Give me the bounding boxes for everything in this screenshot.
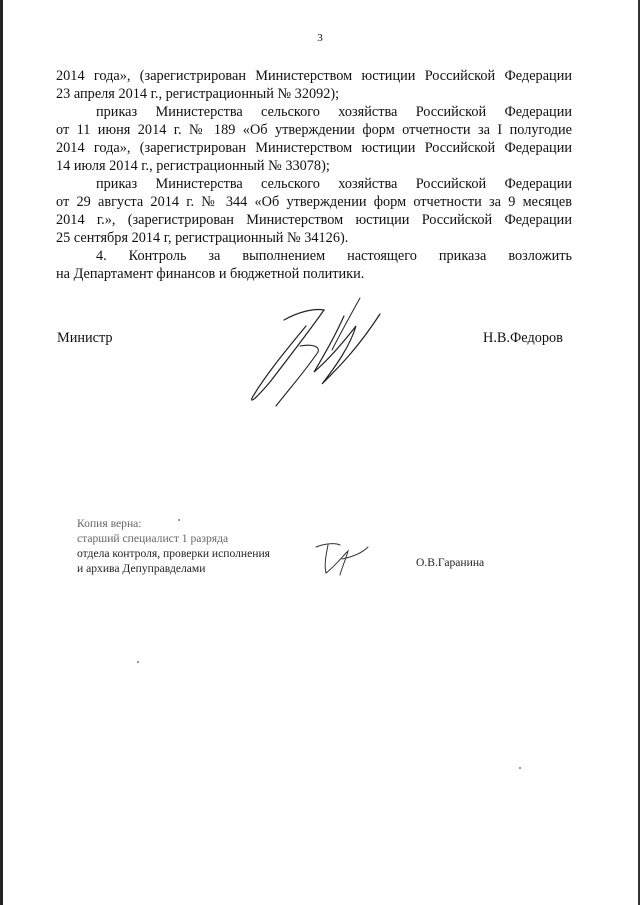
page-number: 3: [317, 32, 323, 44]
text-line: 4. Контроль за выполнением настоящего приказа возложить: [96, 248, 572, 264]
signatory-name: Н.В.Федоров: [483, 330, 563, 346]
text-line: приказ Министерства сельского хозяйства Российской Федерации: [96, 104, 572, 120]
text-line: 23 апреля 2014 г., регистрационный № 32092);: [56, 86, 340, 102]
scan-speck: [178, 519, 180, 521]
scan-edge-left: [0, 0, 3, 905]
paragraph-control-clause: [56, 247, 572, 283]
copy-certifier-position: старший специалист 1 разряда: [77, 532, 229, 545]
text-line: приказ Министерства сельского хозяйства Российской Федерации: [96, 176, 572, 192]
text-line: от 11 июня 2014 г. № 189 «Об утверждении форм отчетности за I полугодие: [56, 122, 572, 138]
text-line: 25 сентября 2014 г, регистрационный № 34126).: [56, 230, 349, 246]
paragraph-order-344: [56, 175, 572, 247]
text-line: 2014 года», (зарегистрирован Министерством юстиции Российской Федерации: [56, 140, 572, 156]
text-line: 2014 г.», (зарегистрирован Министерством юстиции Российской Федерации: [56, 212, 572, 228]
copy-certifier-unit: и архива Депуправделами: [77, 562, 206, 575]
copy-certified-label: Копия верна:: [77, 517, 142, 530]
paragraph-order-189: [56, 103, 572, 175]
copy-certification: [77, 516, 270, 576]
text-line: от 29 августа 2014 г. № 344 «Об утверждении форм отчетности за 9 месяцев: [56, 194, 572, 210]
scan-speck: [519, 767, 521, 769]
text-line: 2014 года», (зарегистрирован Министерством юстиции Российской Федерации: [56, 68, 572, 84]
paragraph-continuation: [56, 67, 572, 103]
text-line: 14 июля 2014 г., регистрационный № 33078);: [56, 158, 330, 174]
copy-certifier-department: отдела контроля, проверки исполнения: [77, 547, 271, 560]
text-line: на Департамент финансов и бюджетной политики.: [56, 266, 365, 282]
certifier-signature: [312, 537, 370, 579]
minister-signature: [240, 286, 390, 410]
scan-speck: [137, 661, 139, 663]
signatory-title: Министр: [57, 330, 113, 346]
certifier-name: О.В.Гаранина: [416, 556, 485, 569]
document-body: [56, 67, 572, 283]
